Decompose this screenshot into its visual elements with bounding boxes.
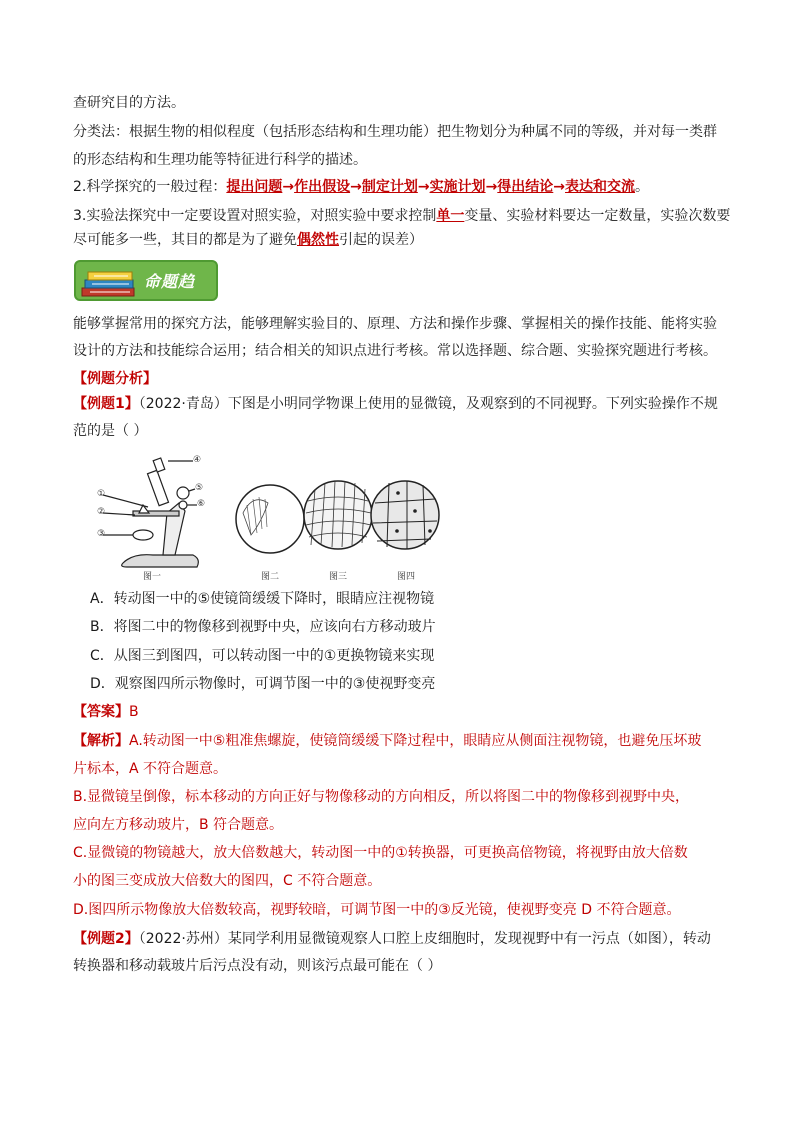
trend-banner (74, 260, 218, 301)
arrow: → (417, 179, 430, 195)
option-a: A．转动图一中的⑤使镜筒缓缓下降时，眼睛应注视物镜 (90, 591, 435, 607)
question-text: （2022·青岛）下图是小明同学物课上使用的显微镜，及观察到的不同视野。下列实验操作不规 (138, 396, 718, 412)
analysis-text: A.转动图一中⑤粗准焦螺旋，使镜筒缓缓下降过程中，眼睛应从侧面注视物镜，也避免压坏玻 (129, 733, 702, 749)
example-1-tag: 【例题1】 (73, 396, 139, 412)
text-run: 引起的误差） (339, 232, 423, 248)
analysis-line: 片标本，A 不符合题意。 (73, 761, 228, 777)
answer-line (73, 701, 139, 723)
option-b: B．将图二中的物像移到视野中央，应该向右方移动玻片 (90, 619, 436, 635)
trend-paragraph: 设计的方法和技能综合运用；结合相关的知识点进行考核。常以选择题、综合题、实验探究题进行考核。 (73, 343, 717, 359)
books-icon (80, 264, 140, 298)
step-3: 制定计划 (361, 179, 418, 195)
option-c: C．从图三到图四，可以转动图一中的①更换物镜来实现 (90, 648, 435, 664)
microscope-figures (93, 453, 453, 581)
step-4: 实施计划 (429, 179, 486, 195)
inquiry-process-prefix: 2.科学探究的一般过程： (73, 179, 227, 195)
analysis-line: D.图四所示物像放大倍数较高，视野较暗，可调节图一中的③反光镜，使视野变亮 D 不符合题意。 (73, 902, 681, 918)
text-line: 分类法：根据生物的相似程度（包括形态结构和生理功能）把生物划分为种属不同的等级，并对每一类群 (73, 124, 717, 140)
figure-1-caption: 图一 (143, 572, 162, 582)
step-1: 提出问题 (226, 179, 283, 195)
part-label-4: ④ (193, 455, 202, 465)
analysis-heading: 【例题分析】 (73, 371, 157, 387)
arrow: → (282, 179, 295, 195)
arrow: → (553, 179, 566, 195)
text-run: 3.实验法探究中一定要设置对照实验，对照实验中要求控制 (73, 208, 437, 224)
example-1-question (73, 393, 718, 415)
text-line: 查研究目的方法。 (73, 95, 185, 111)
analysis-line: B.显微镜呈倒像，标本移动的方向正好与物像移动的方向相反，所以将图二中的物像移到视野中央， (73, 789, 690, 805)
figure-4-caption: 图四 (397, 572, 416, 582)
period: 。 (635, 179, 650, 195)
text-line (73, 229, 423, 251)
part-label-5: ⑤ (195, 483, 204, 493)
example-1-question-cont: 范的是（ ） (73, 423, 148, 439)
highlight-single: 单一 (436, 208, 465, 224)
microscope-diagram (93, 453, 453, 581)
part-label-6: ⑥ (197, 499, 206, 509)
part-label-2: ② (97, 507, 106, 517)
highlight-chance: 偶然性 (297, 232, 339, 248)
text-run: 尽可能多一些，其目的都是为了避免 (73, 232, 297, 248)
step-6: 表达和交流 (565, 179, 636, 195)
example-2-tag: 【例题2】 (73, 931, 139, 947)
example-2-question-cont: 转换器和移动载玻片后污点没有动，则该污点最可能在（ ） (73, 958, 442, 974)
option-d: D．观察图四所示物像时，可调节图一中的③使视野变亮 (90, 676, 436, 692)
figure-3-caption: 图三 (329, 572, 348, 582)
text-run: 变量、实验材料要达一定数量，实验次数要 (464, 208, 731, 224)
analysis-line: 小的图三变成放大倍数大的图四，C 不符合题意。 (73, 873, 382, 889)
answer-value: B (129, 704, 139, 720)
question-text: （2022·苏州）某同学利用显微镜观察人口腔上皮细胞时，发现视野中有一污点（如图），转动 (138, 931, 711, 947)
trend-paragraph: 能够掌握常用的探究方法，能够理解实验目的、原理、方法和操作步骤、掌握相关的操作技能、能将实验 (73, 316, 717, 332)
text-line: 的形态结构和生理功能等特征进行科学的描述。 (73, 152, 367, 168)
answer-tag: 【答案】 (73, 704, 129, 720)
analysis-line (73, 730, 701, 752)
analysis-line: 应向左方移动玻片，B 符合题意。 (73, 817, 284, 833)
step-2: 作出假设 (294, 179, 351, 195)
part-label-3: ③ (97, 529, 106, 539)
analysis-line: C.显微镜的物镜越大，放大倍数越大，转动图一中的①转换器，可更换高倍物镜，将视野由放大倍数 (73, 845, 688, 861)
analysis-tag: 【解析】 (73, 733, 129, 749)
figure-2-caption: 图二 (261, 572, 280, 582)
text-line (73, 205, 730, 227)
inquiry-process-line (73, 176, 649, 198)
arrow: → (485, 179, 498, 195)
example-2-question (73, 928, 711, 950)
step-5: 得出结论 (497, 179, 554, 195)
part-label-1: ① (97, 489, 106, 499)
banner-title: 命题趋 (144, 272, 196, 291)
arrow: → (350, 179, 362, 195)
